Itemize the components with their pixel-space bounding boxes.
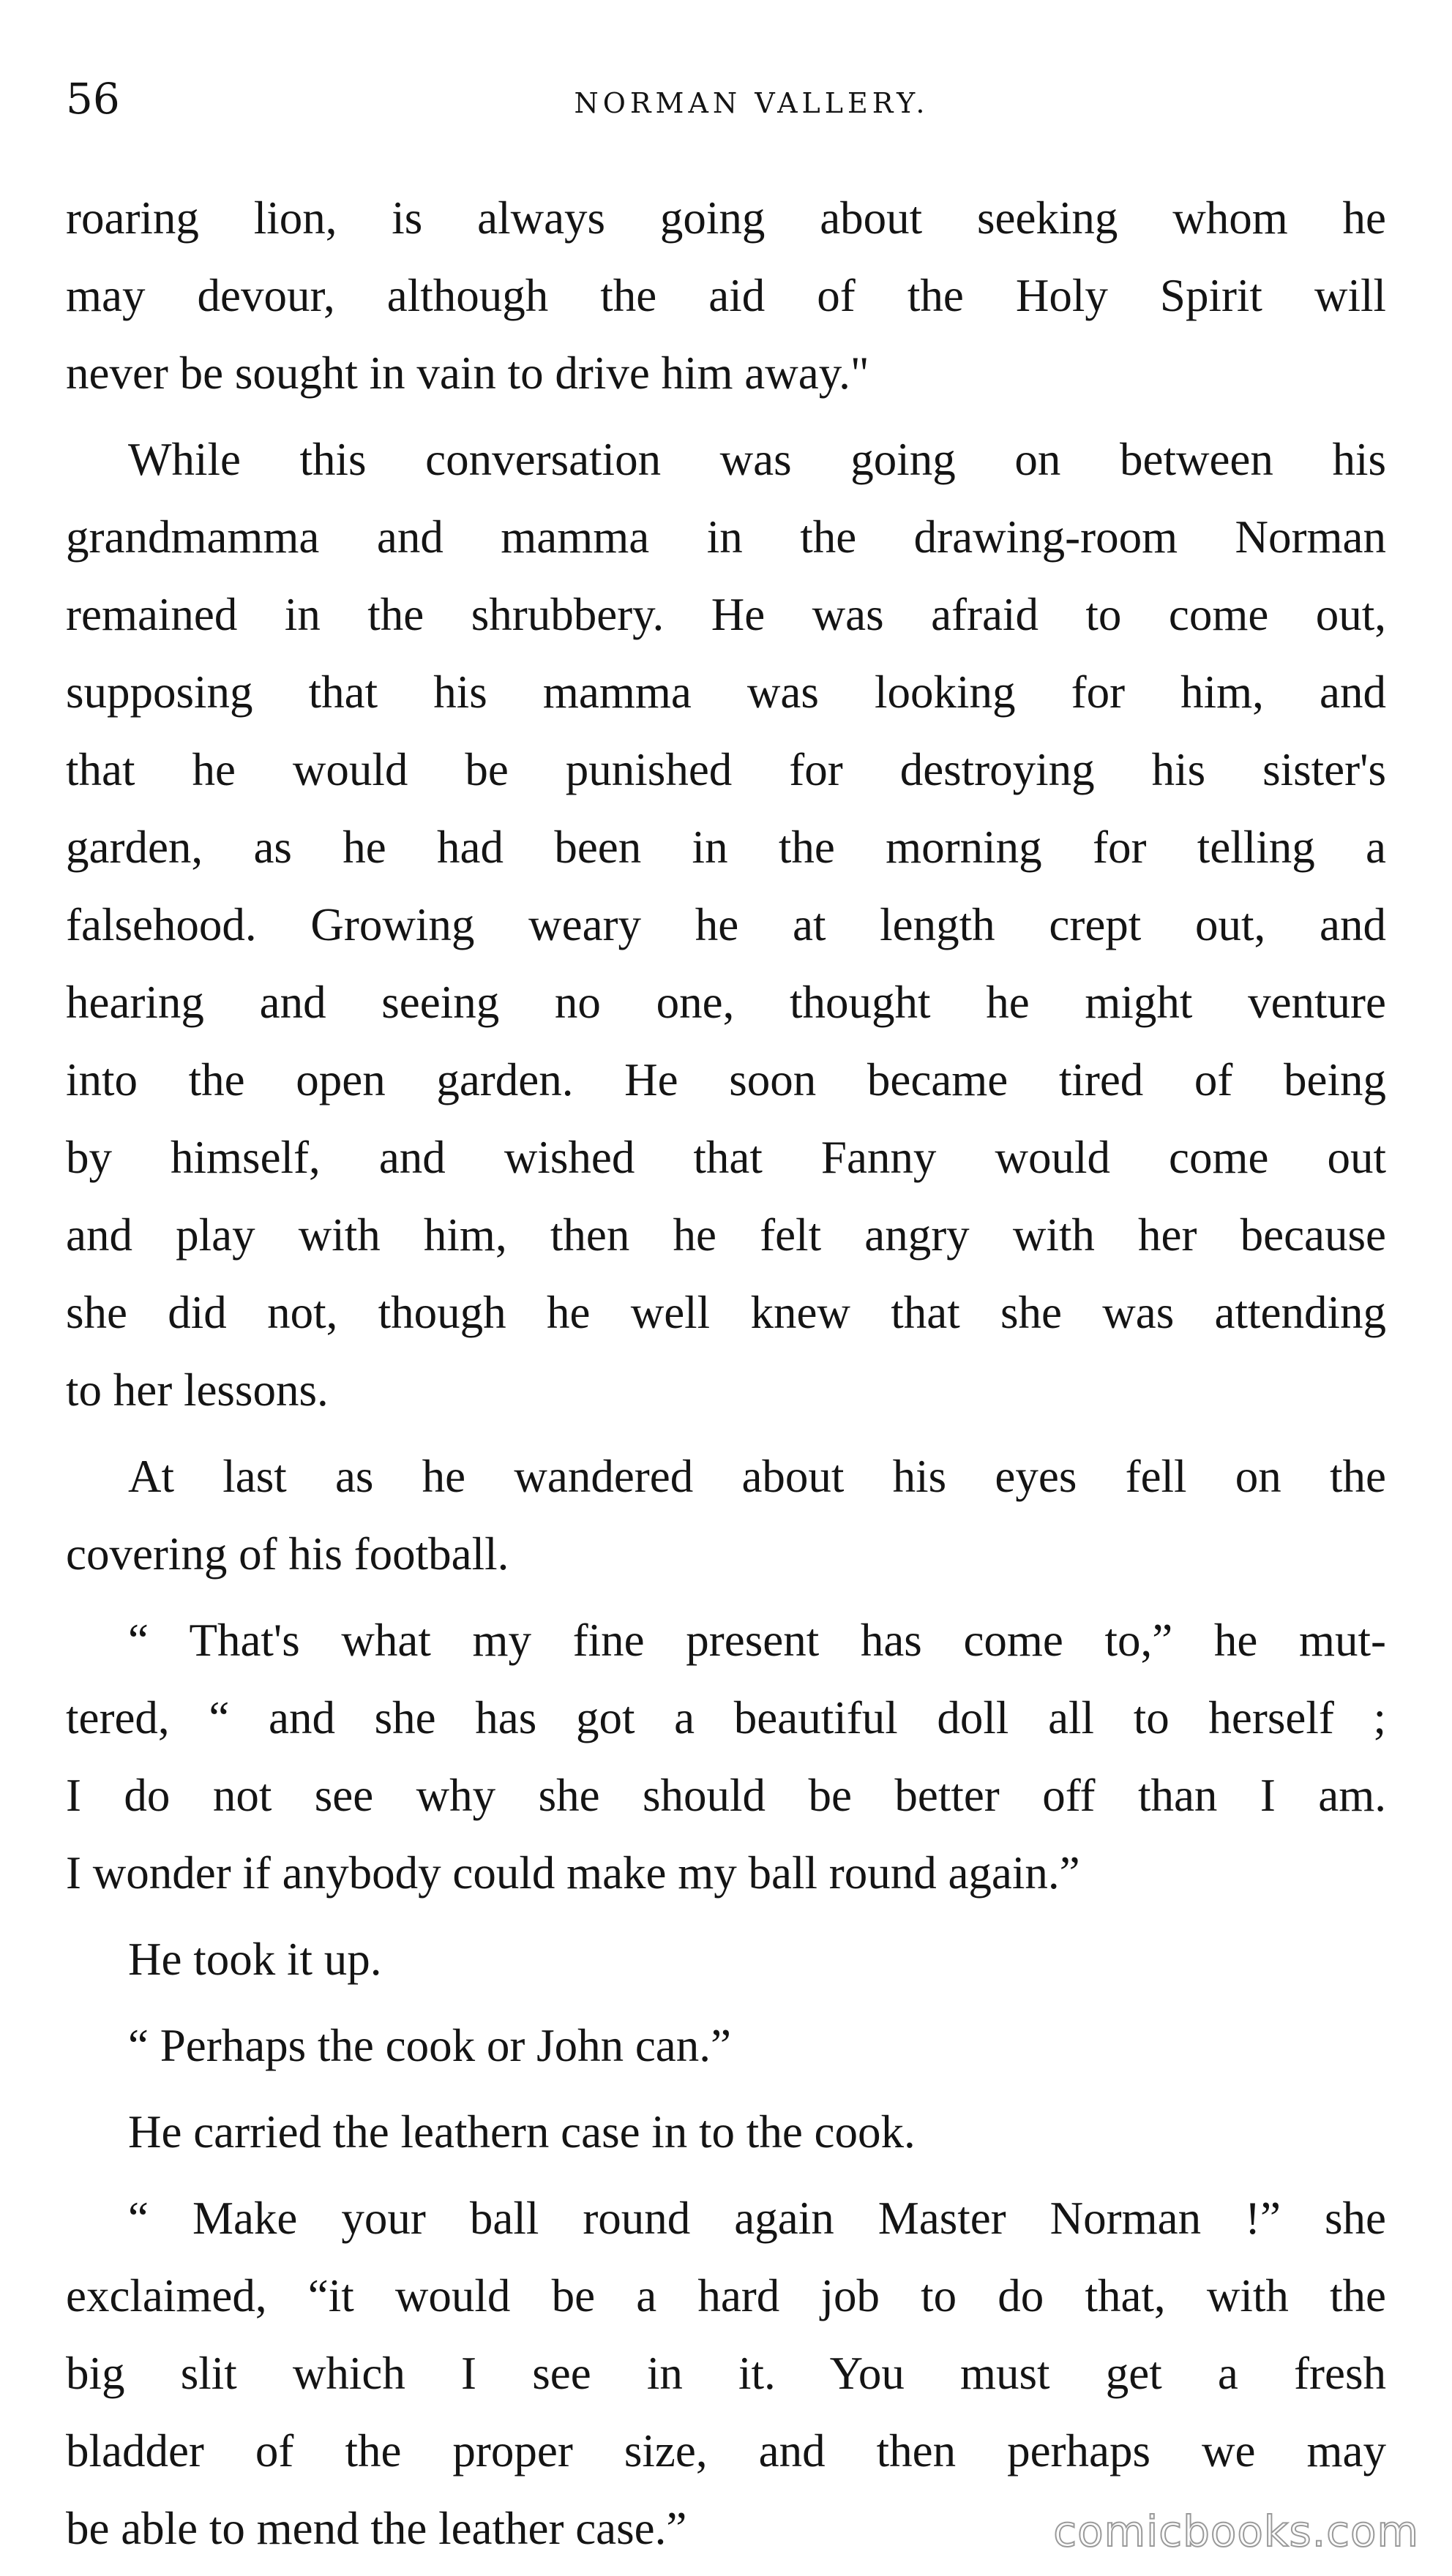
text-line: I do not see why she should be better off than I am. (66, 1770, 1386, 1821)
text-line: remained in the shrubbery. He was afraid to come out, (66, 589, 1386, 640)
text-line: grandmamma and mamma in the drawing-room Norman (66, 511, 1386, 563)
text-line: While this conversation was going on between his (128, 434, 1386, 485)
text-line: bladder of the proper size, and then perhaps we may (66, 2425, 1386, 2477)
text-line: roaring lion, is always going about seeking whom he (66, 192, 1386, 244)
text-line: big slit which I see in it. You must get a fresh (66, 2348, 1386, 2399)
text-line: supposing that his mamma was looking for him, and (66, 666, 1386, 718)
text-line: He took it up. (128, 1934, 382, 1985)
text-line: garden, as he had been in the morning for telling a (66, 822, 1386, 873)
text-line: “ That's what my fine present has come to,” he mut- (128, 1615, 1386, 1666)
text-line: be able to mend the leather case.” (66, 2503, 687, 2554)
text-line: she did not, though he well knew that she was attending (66, 1287, 1386, 1338)
text-line: by himself, and wished that Fanny would come out (66, 1132, 1386, 1183)
text-line: and play with him, then he felt angry with her because (66, 1209, 1386, 1261)
text-line: into the open garden. He soon became tired of being (66, 1054, 1386, 1105)
page-number: 56 (66, 74, 120, 124)
text-line: to her lessons. (66, 1364, 329, 1416)
text-line: exclaimed, “it would be a hard job to do that, with the (66, 2270, 1386, 2321)
paragraph (66, 421, 1386, 1429)
paragraph (66, 1438, 1386, 1593)
paragraph (66, 2093, 1386, 2171)
text-line: falsehood. Growing weary he at length crept out, and (66, 899, 1386, 950)
text-line: I wonder if anybody could make my ball round again.” (66, 1847, 1080, 1899)
text-line: “ Make your ball round again Master Norman !” she (128, 2193, 1386, 2244)
text-line: never be sought in vain to drive him away." (66, 348, 869, 399)
text-line: may devour, although the aid of the Holy Spirit will (66, 270, 1386, 321)
text-line: that he would be punished for destroying his sister's (66, 744, 1386, 795)
paragraph (66, 179, 1386, 412)
paragraph (66, 1920, 1386, 1998)
text-line: At last as he wandered about his eyes fell on the (128, 1451, 1386, 1502)
paragraph (66, 1601, 1386, 1912)
body-text (66, 179, 1386, 2576)
running-head (66, 70, 1386, 128)
watermark-logo: comicbooks.com (1053, 2506, 1419, 2556)
paragraph (66, 2007, 1386, 2084)
text-line: He carried the leathern case in to the cook. (128, 2106, 916, 2158)
text-line: “ Perhaps the cook or John can.” (128, 2020, 731, 2071)
running-title: NORMAN VALLERY. (574, 87, 929, 119)
text-line: hearing and seeing no one, thought he might venture (66, 977, 1386, 1028)
text-line: tered, “ and she has got a beautiful doll all to herself ; (66, 1692, 1386, 1743)
text-line: covering of his football. (66, 1528, 509, 1580)
